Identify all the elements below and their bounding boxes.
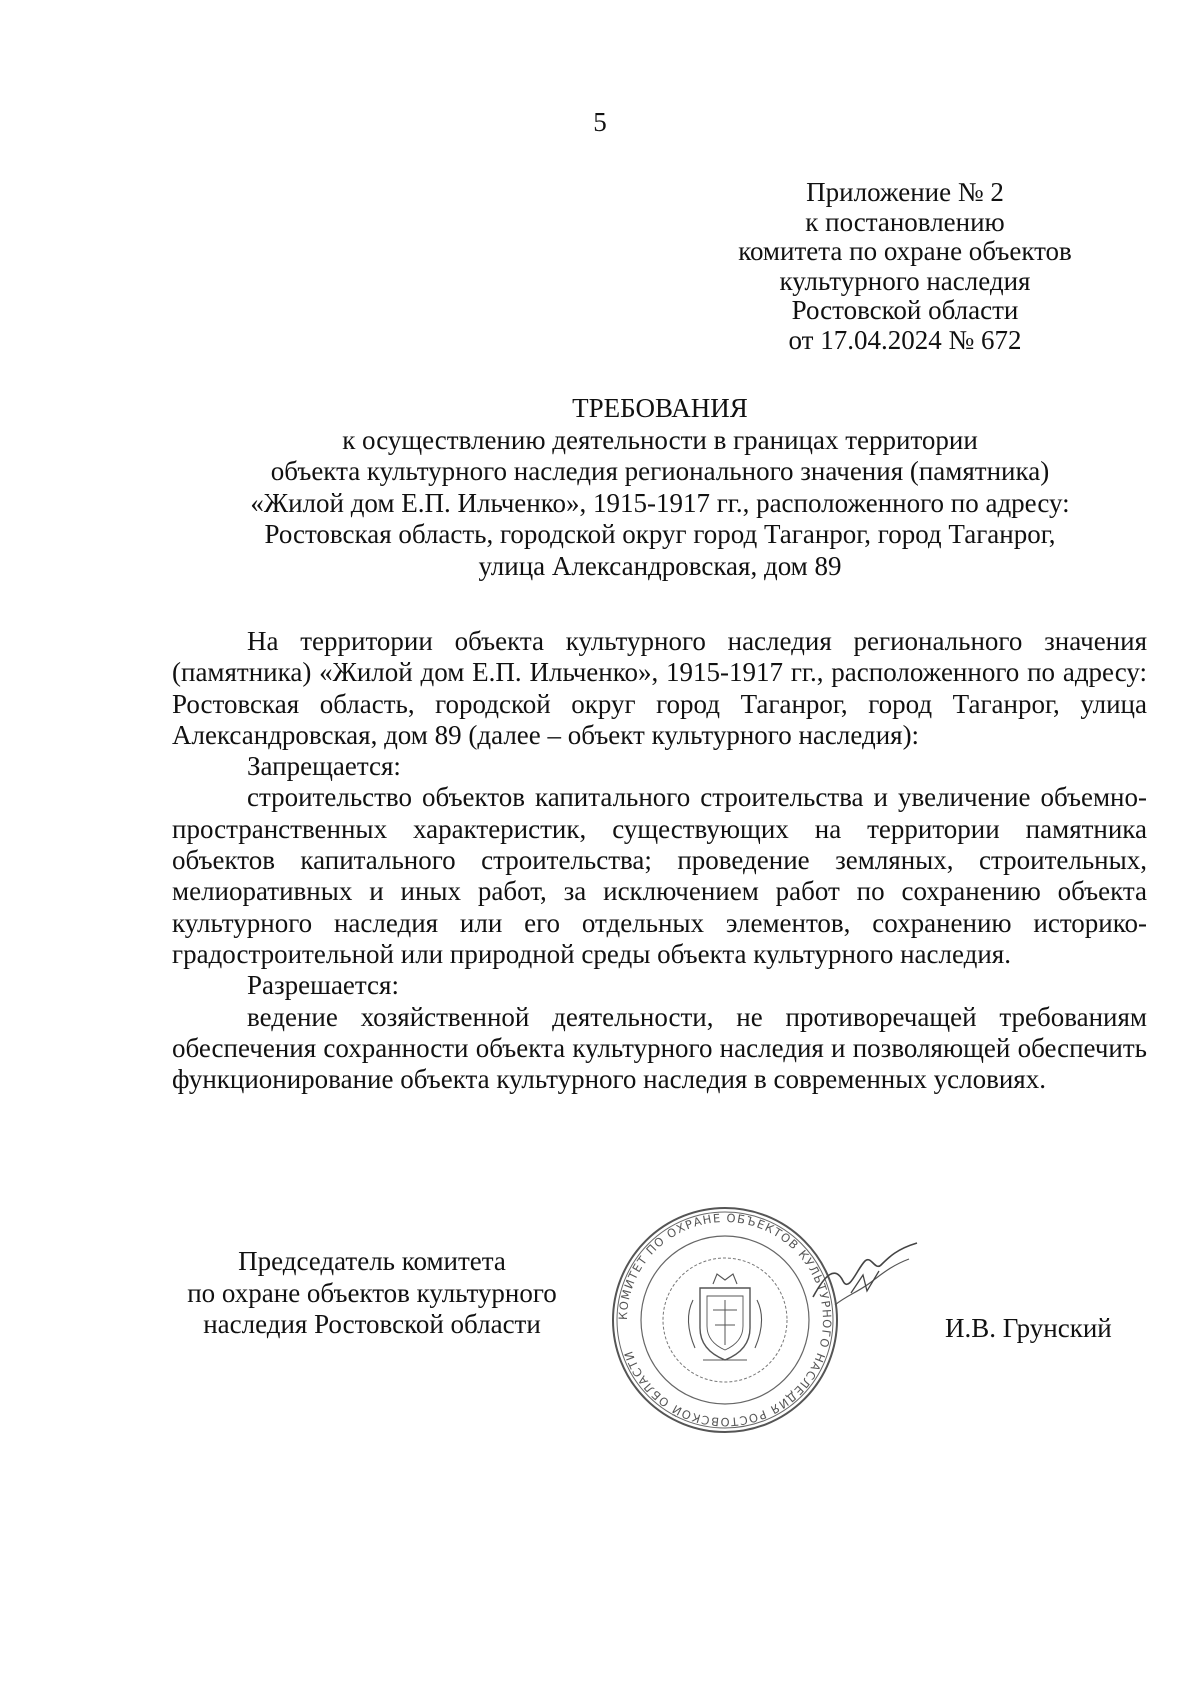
appendix-line: культурного наследия — [779, 265, 1031, 296]
handwritten-signature — [805, 1235, 925, 1325]
intro-paragraph: На территории объекта культурного наследия регионального значения (памятника) «Жилой дом Е.П. Ильченко», 1915-1917 гг., расположенного по адресу: Ростовская область, городской округ город Таганрог, город Таганрог, улица Александровская, дом 89 (далее – объект культурного наследия): — [172, 626, 1147, 750]
title-line: «Жилой дом Е.П. Ильченко», 1915-1917 гг., расположенного по адресу: — [250, 487, 1070, 518]
signatory-position-line: по охране объектов культурного — [187, 1277, 557, 1308]
appendix-header — [705, 178, 1105, 355]
title-line: улица Александровская, дом 89 — [478, 550, 842, 581]
title-heading: ТРЕБОВАНИЯ — [572, 393, 748, 423]
document-body — [172, 626, 1147, 1095]
document-title — [160, 393, 1160, 582]
appendix-line: комитета по охране объектов — [738, 236, 1072, 266]
appendix-line: Приложение № 2 — [806, 177, 1004, 207]
signatory-position-line: Председатель комитета — [238, 1246, 506, 1276]
page-number: 5 — [593, 107, 607, 137]
signatory-name: И.В. Грунский — [945, 1313, 1112, 1343]
appendix-line: Ростовской области — [791, 295, 1019, 325]
coat-of-arms-icon — [688, 1274, 761, 1360]
title-line: к осуществлению деятельности в границах территории — [342, 424, 978, 455]
allowed-paragraph: ведение хозяйственной деятельности, не противоречащей требованиям обеспечения сохранности объекта культурного наследия и позволяющей обеспечить функционирование объекта культурного наследия в современных условиях. — [172, 1001, 1147, 1095]
prohibited-heading: Запрещается: — [247, 751, 401, 782]
allowed-heading: Разрешается: — [247, 970, 399, 1001]
signatory-position-line: наследия Ростовской области — [203, 1309, 541, 1339]
signatory-position — [172, 1246, 572, 1341]
appendix-line: к постановлению — [805, 206, 1005, 237]
prohibited-paragraph: строительство объектов капитального строительства и увеличение объемно-пространственных характеристик, существующих на территории памятника объектов капитального строительства; проведение земляных, строительных, мелиоративных и иных работ, за исключением работ по сохранению объекта культурного наследия или его отдельных элементов, сохранению историко-градостроительной или природной среды объекта культурного наследия. — [172, 782, 1147, 969]
stamp-outer-text: КОМИТЕТ ПО ОХРАНЕ ОБЪЕКТОВ КУЛЬТУРНОГО НАСЛЕДИЯ РОСТОВСКОЙ ОБЛАСТИ — [615, 1210, 835, 1430]
title-line: Ростовская область, городской округ город Таганрог, город Таганрог, — [264, 519, 1056, 549]
appendix-line: от 17.04.2024 № 672 — [788, 324, 1022, 355]
title-line: объекта культурного наследия регионального значения (памятника) — [270, 456, 1050, 486]
